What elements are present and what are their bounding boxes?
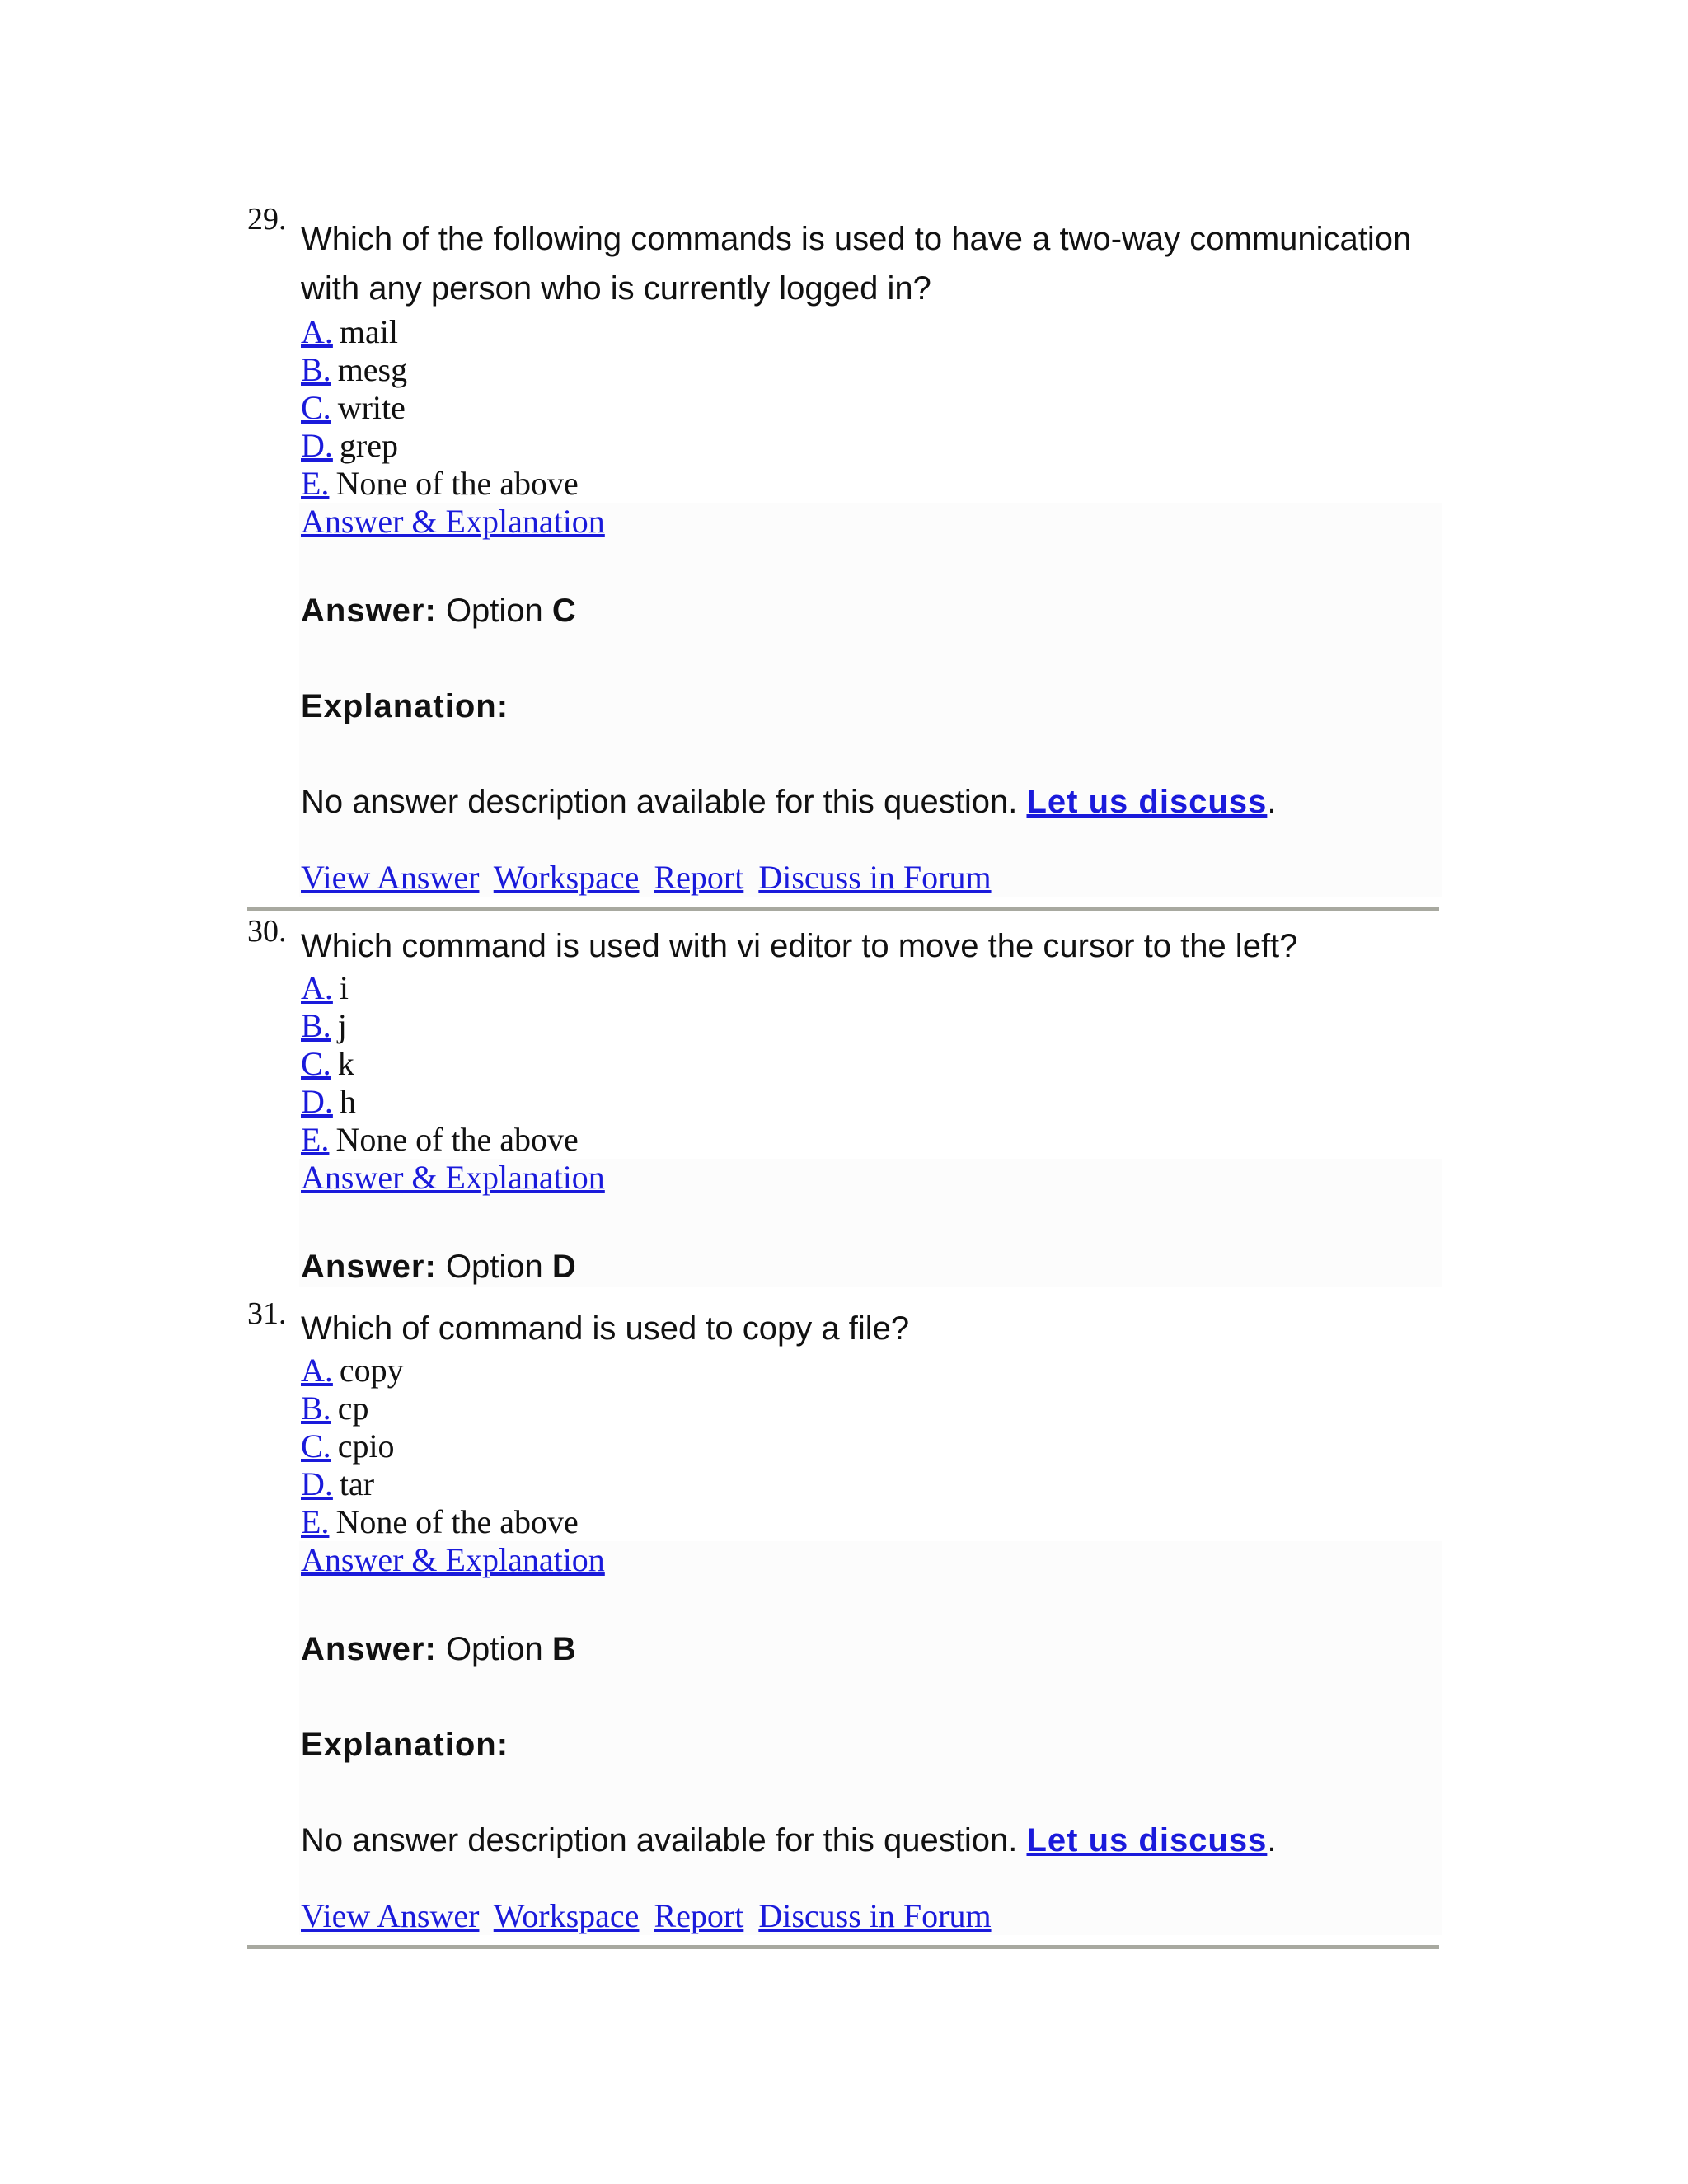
footer-links [301,1897,1442,1935]
option-d[interactable] [301,1083,1442,1121]
question-30 [247,913,1442,1287]
option-text: None of the above [335,1503,579,1540]
option-letter-link[interactable]: C. [301,1045,331,1082]
answer-value: D [551,1249,576,1285]
option-b[interactable] [301,351,1442,389]
option-a[interactable] [301,313,1442,351]
option-letter-link[interactable]: D. [301,1083,333,1120]
option-letter-link[interactable]: D. [301,1465,333,1502]
option-text: cp [337,1390,369,1427]
option-text: tar [339,1465,375,1502]
answer-line [301,1629,1442,1670]
option-letter-link[interactable]: D. [301,427,333,464]
answer-line [301,590,1442,631]
option-a[interactable] [301,969,1442,1007]
option-text: cpio [337,1427,395,1465]
option-text: j [337,1007,347,1044]
answer-value: B [551,1631,576,1667]
explanation-text: No answer description available for this question. Let us discuss. [301,784,1277,820]
option-text: write [337,389,406,426]
option-c[interactable] [301,389,1442,427]
question-text: Which command is used with vi editor to move the cursor to the left? [301,928,1298,964]
option-letter-link[interactable]: C. [301,389,331,426]
explanation-label: Explanation: [301,688,509,724]
question-29 [247,201,1442,897]
answer-prefix: Option [445,593,543,629]
answer-value: C [551,593,576,629]
option-letter-link[interactable]: E. [301,465,330,502]
option-text: None of the above [335,1121,579,1158]
option-c[interactable] [301,1427,1442,1465]
question-number: 29. [247,202,287,237]
option-e[interactable] [301,465,1442,503]
question-text-line: Which of the following commands is used to have a two-way communication [301,221,1412,257]
answer-block [299,1541,1442,1935]
option-a[interactable] [301,1352,1442,1390]
option-letter-link[interactable]: B. [301,1390,331,1427]
answer-prefix: Option [445,1249,543,1285]
report-link[interactable]: Report [654,1897,744,1934]
option-letter-link[interactable]: A. [301,969,333,1006]
discuss-forum-link[interactable]: Discuss in Forum [758,859,992,896]
option-text: grep [339,427,398,464]
option-letter-link[interactable]: C. [301,1427,331,1465]
discuss-forum-link[interactable]: Discuss in Forum [758,1897,992,1934]
option-c[interactable] [301,1045,1442,1083]
answer-label: Answer: [301,1631,437,1667]
explanation-body: No answer description available for this question. [301,1822,1018,1858]
option-letter-link[interactable]: E. [301,1503,330,1540]
option-letter-link[interactable]: B. [301,351,331,388]
answer-prefix: Option [445,1631,543,1667]
option-d[interactable] [301,427,1442,465]
answer-explanation-link[interactable]: Answer & Explanation [301,1541,605,1578]
view-answer-link[interactable]: View Answer [301,859,480,896]
option-text: copy [339,1352,404,1389]
divider [247,1945,1439,1949]
divider [247,907,1439,911]
question-text [301,209,1442,313]
option-letter-link[interactable]: B. [301,1007,331,1044]
option-e[interactable] [301,1503,1442,1541]
option-b[interactable] [301,1007,1442,1045]
option-text: mail [339,313,398,350]
option-letter-link[interactable]: A. [301,313,333,350]
answer-block [299,503,1442,897]
explanation-text: No answer description available for this question. Let us discuss. [301,1822,1277,1858]
answer-line [301,1246,1442,1287]
question-31 [247,1296,1442,1935]
discuss-link[interactable]: Let us discuss [1026,784,1268,820]
option-e[interactable] [301,1121,1442,1159]
question-text: Which of command is used to copy a file? [301,1310,910,1347]
question-number: 30. [247,914,287,949]
option-text: i [339,969,349,1006]
explanation-body: No answer description available for this question. [301,784,1018,820]
workspace-link[interactable]: Workspace [493,859,640,896]
discuss-link[interactable]: Let us discuss [1026,1822,1268,1858]
option-text: mesg [337,351,408,388]
option-letter-link[interactable]: E. [301,1121,330,1158]
answer-label: Answer: [301,1249,437,1285]
option-letter-link[interactable]: A. [301,1352,333,1389]
question-number: 31. [247,1296,287,1331]
answer-explanation-link[interactable]: Answer & Explanation [301,503,605,540]
option-d[interactable] [301,1465,1442,1503]
option-text: k [337,1045,354,1082]
view-answer-link[interactable]: View Answer [301,1897,480,1934]
option-text: h [339,1083,356,1120]
report-link[interactable]: Report [654,859,744,896]
footer-links [301,859,1442,897]
question-text-line: with any person who is currently logged in? [301,270,931,307]
answer-explanation-link[interactable]: Answer & Explanation [301,1159,605,1196]
answer-label: Answer: [301,593,437,629]
answer-block [299,1159,1442,1287]
option-b[interactable] [301,1390,1442,1427]
option-text: None of the above [335,465,579,502]
workspace-link[interactable]: Workspace [493,1897,640,1934]
explanation-label: Explanation: [301,1727,509,1763]
